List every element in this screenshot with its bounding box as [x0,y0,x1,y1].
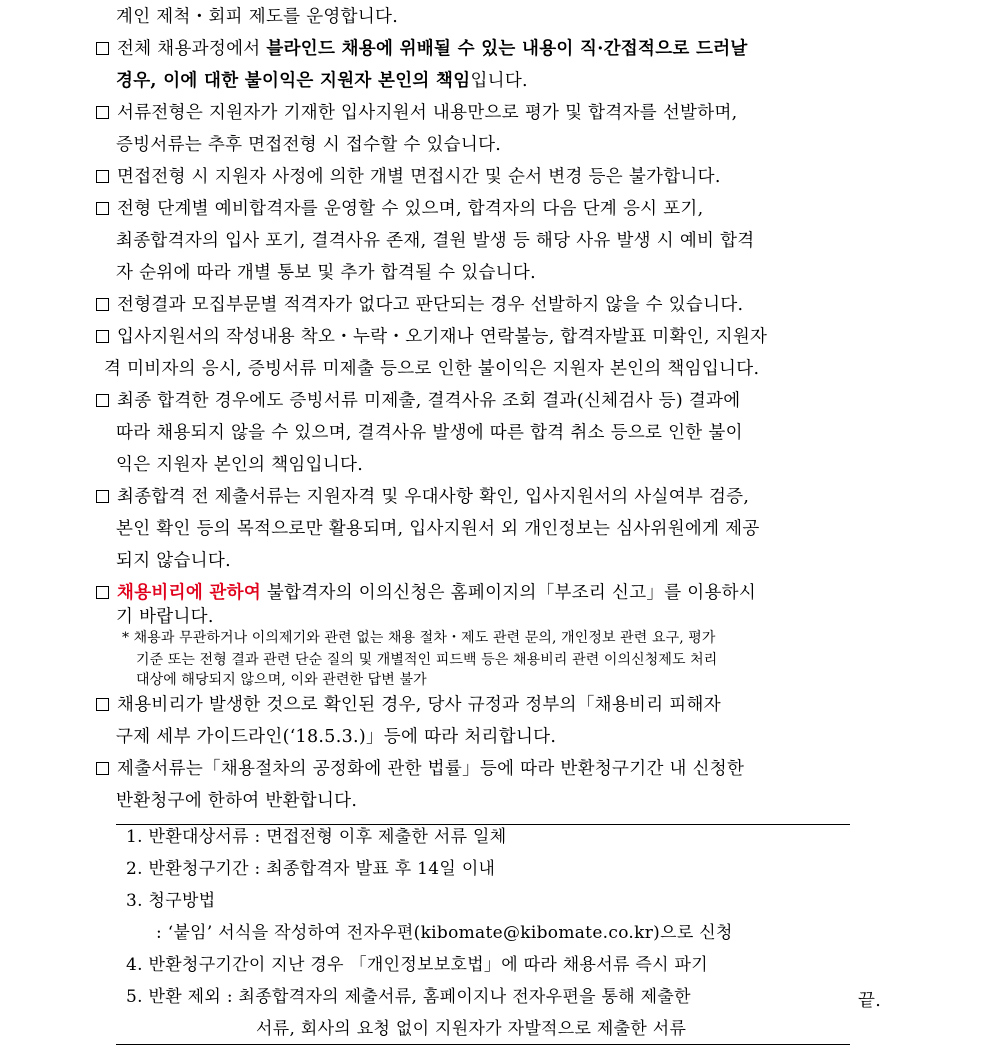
item-text: 기 바랍니다. [116,607,214,627]
item-text: 본인 확인 등의 목적으로만 활용되며, 입사지원서 외 개인정보는 심사위원에게 제공 [116,519,760,539]
return-table-row: 2. 반환청구기간 : 최종합격자 발표 후 14일 이내 [126,859,496,879]
checkbox-icon [96,586,109,599]
checkbox-icon [96,330,109,343]
checkbox-icon [96,698,109,711]
return-table-row: : ‘붙임’ 서식을 작성하여 전자우편(kibomate@kibomate.co.kr)으로 신청 [156,923,733,943]
item-text: 불합격자의 이의신청은 홈페이지의「부조리 신고」를 이용하시 [261,583,757,603]
checkbox-icon [96,202,109,215]
notice-item-corruption-handling [96,694,721,716]
checkbox-icon [96,762,109,775]
notice-item-document-usage [96,486,749,508]
notice-item-blind-cont [116,70,528,92]
notice-item-hiring-corruption [96,582,756,604]
notice-item-document-screening [96,102,738,124]
item-text: 서류전형은 지원자가 기재한 입사지원서 내용만으로 평가 및 합격자를 선발하며, [117,103,738,123]
notice-item-final-pass [96,390,740,412]
table-top-rule [116,824,850,825]
intro-tail-text: 계인 제척・회피 제도를 운영합니다. [116,7,399,27]
item-text: 제출서류는「채용절차의 공정화에 관한 법률」등에 따라 반환청구기간 내 신청한 [117,759,745,779]
item-text: 익은 지원자 본인의 책임입니다. [116,455,364,475]
footnote-text: 대상에 해당되지 않으며, 이와 관련한 답변 불가 [136,672,427,688]
item-text: 반환청구에 한하여 반환합니다. [116,791,358,811]
item-text: 채용비리가 발생한 것으로 확인된 경우, 당사 규정과 정부의「채용비리 피해자 [117,695,721,715]
footnote-text: 기준 또는 전형 결과 관련 단순 질의 및 개별적인 피드백 등은 채용비리 관련 이의신청제도 처리 [136,652,718,668]
item-text: 최종합격자의 입사 포기, 결격사유 존재, 결원 발생 등 해당 사유 발생 시 예비 합격 [116,231,755,251]
notice-item-no-selection [96,294,743,316]
notice-item-document-return [96,758,744,780]
notice-item-interview [96,166,721,188]
item-text: 입니다. [470,71,528,91]
item-text: 증빙서류는 추후 면접전형 시 접수할 수 있습니다. [116,135,502,155]
return-table-row: 1. 반환대상서류 : 면접전형 이후 제출한 서류 일체 [126,827,507,847]
item-text: 전형 단계별 예비합격자를 운영할 수 있으며, 합격자의 다음 단계 응시 포기, [117,199,704,219]
item-text: 구제 세부 가이드라인(‘18.5.3.)」등에 따라 처리합니다. [116,727,557,747]
item-text: 전형결과 모집부문별 적격자가 없다고 판단되는 경우 선발하지 않을 수 있습니다. [117,295,744,315]
return-table-row: 3. 청구방법 [126,891,216,911]
item-text: 면접전형 시 지원자 사정에 의한 개별 면접시간 및 순서 변경 등은 불가합니다. [117,167,721,187]
item-text: 따라 채용되지 않을 수 있으며, 결격사유 발생에 따른 합격 취소 등으로 인한 불이 [116,423,743,443]
footnote-text: * 채용과 무관하거나 이의제기와 관련 없는 채용 절차・제도 관련 문의, 개인정보 관련 요구, 평가 [122,630,716,646]
item-text: 전체 채용과정에서 [117,39,267,59]
item-text: 입사지원서의 작성내용 착오・누락・오기재나 연락불능, 합격자발표 미확인, 지원자 [117,327,768,347]
table-bottom-rule [116,1044,850,1045]
return-table-row: 5. 반환 제외 : 최종합격자의 제출서류, 홈페이지나 전자우편을 통해 제출한 [126,987,691,1007]
checkbox-icon [96,170,109,183]
item-bold-text: 블라인드 채용에 위배될 수 있는 내용이 직·간접적으로 드러날 [266,39,748,59]
item-text: 최종합격 전 제출서류는 지원자격 및 우대사항 확인, 입사지원서의 사실여부 검증, [117,487,750,507]
checkbox-icon [96,298,109,311]
notice-item-blind [96,38,748,60]
return-table-row: 4. 반환청구기간이 지난 경우 「개인정보보호법」에 따라 채용서류 즉시 파기 [126,955,708,975]
item-text: 되지 않습니다. [116,551,231,571]
end-mark: 끝. [858,991,882,1011]
checkbox-icon [96,394,109,407]
checkbox-icon [96,106,109,119]
checkbox-icon [96,490,109,503]
item-text: 자 순위에 따라 개별 통보 및 추가 합격될 수 있습니다. [116,263,536,283]
item-text: 격 미비자의 응시, 증빙서류 미제출 등으로 인한 불이익은 지원자 본인의 책임입니다. [104,359,760,379]
item-text: 최종 합격한 경우에도 증빙서류 미제출, 결격사유 조회 결과(신체검사 등) 결과에 [117,391,741,411]
notice-item-reserve [96,198,704,220]
checkbox-icon [96,42,109,55]
highlight-text: 채용비리에 관하여 [117,583,262,603]
notice-item-application-errors [96,326,767,348]
item-bold-text: 경우, 이에 대한 불이익은 지원자 본인의 책임 [116,71,471,91]
return-table-row: 서류, 회사의 요청 없이 지원자가 자발적으로 제출한 서류 [256,1019,687,1039]
